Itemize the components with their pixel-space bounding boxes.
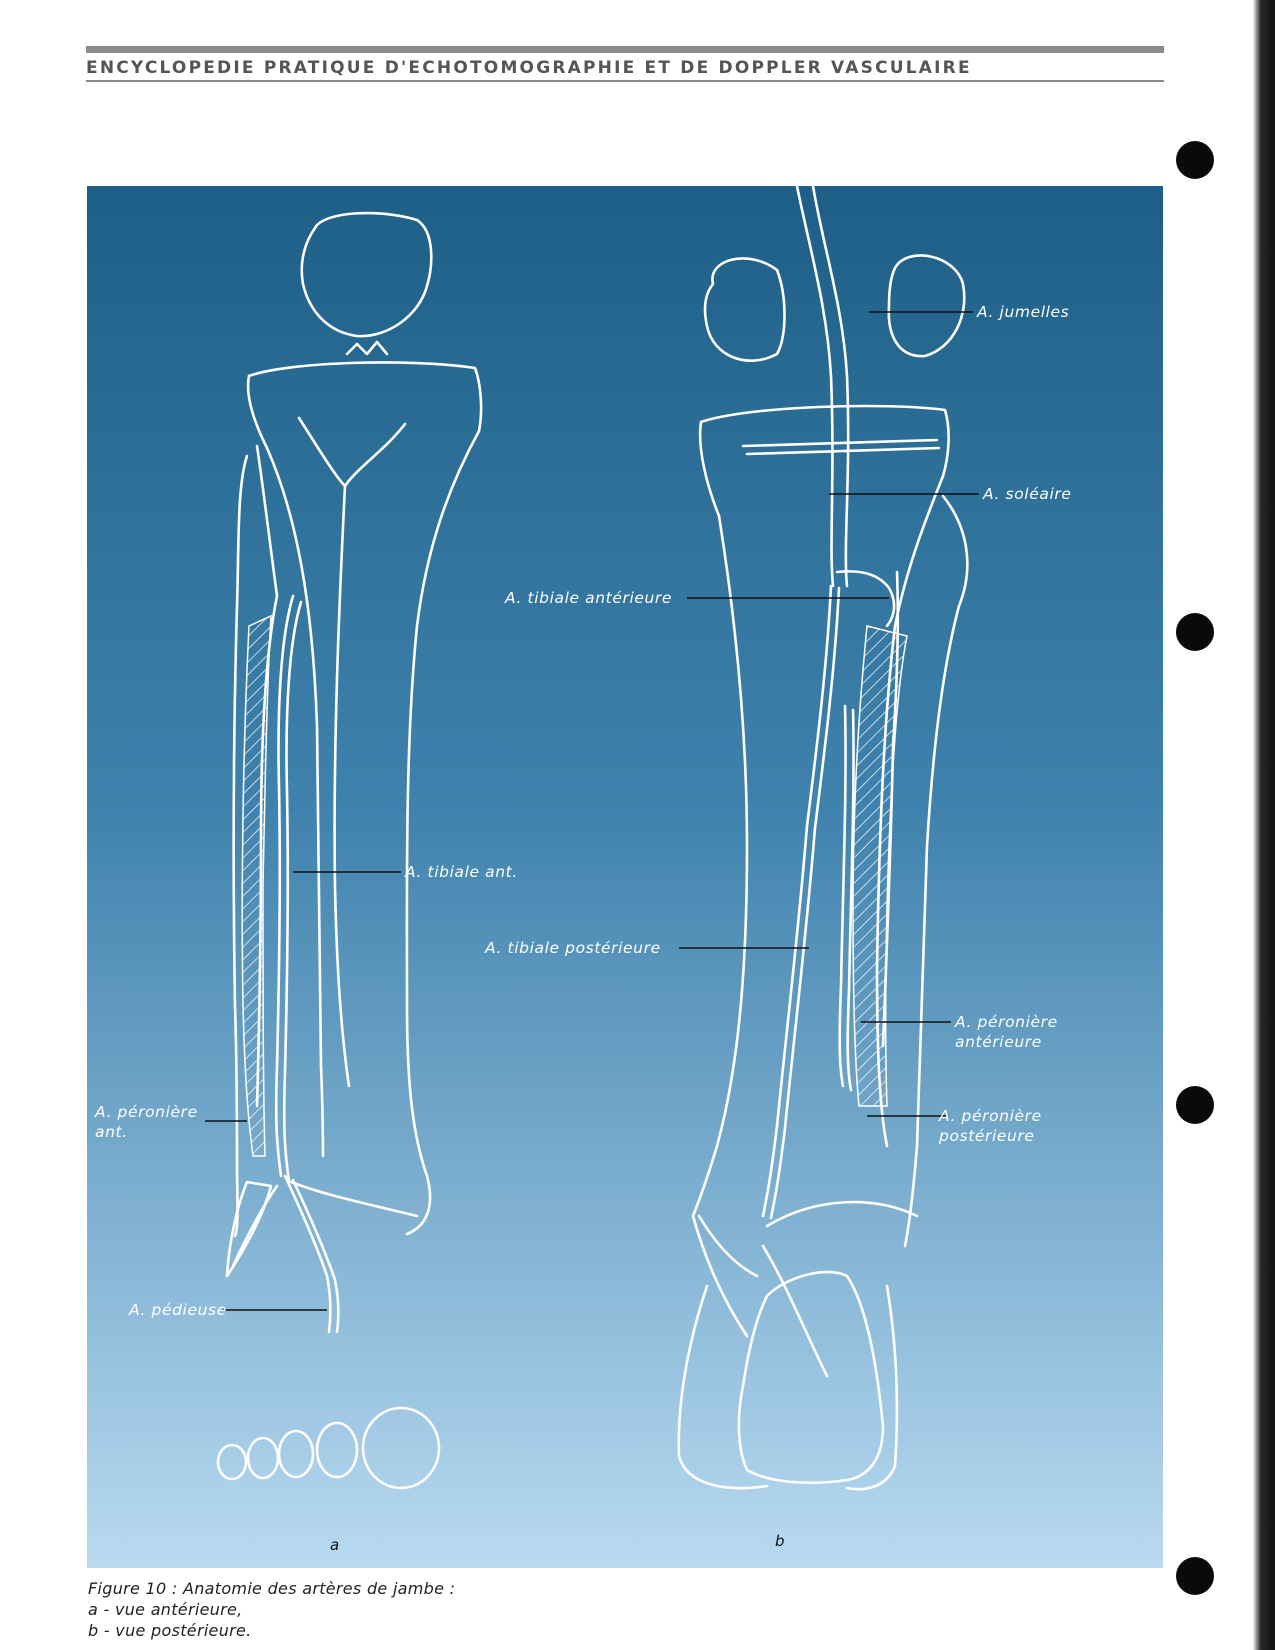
label-jumelles: A. jumelles: [977, 303, 1070, 321]
label-peroniere-anterieure-1: A. péronière: [955, 1013, 1058, 1031]
caption-line: Figure 10 : Anatomie des artères de jambe :: [88, 1579, 456, 1598]
caption-line: b - vue postérieure.: [88, 1621, 252, 1640]
label-peroniere-anterieure-2: antérieure: [955, 1033, 1042, 1051]
binder-hole: [1176, 1086, 1214, 1124]
label-soleaire: A. soléaire: [983, 485, 1072, 503]
subfigure-letter-a: a: [330, 1536, 340, 1554]
binder-hole: [1176, 613, 1214, 651]
label-peroniere-ant-2: ant.: [95, 1123, 128, 1141]
anatomy-figure: [87, 186, 1163, 1568]
label-peroniere-posterieure-2: postérieure: [939, 1127, 1035, 1145]
header-top-bar: [86, 46, 1164, 53]
caption-line: a - vue antérieure,: [88, 1600, 243, 1619]
running-header: ENCYCLOPEDIE PRATIQUE D'ECHOTOMOGRAPHIE ET DE DOPPLER VASCULAIRE: [86, 58, 972, 78]
label-pedieuse: A. pédieuse: [129, 1301, 227, 1319]
page-edge-shadow: [1253, 0, 1275, 1650]
leg-arteries-illustration: [87, 186, 1163, 1568]
figure-caption: [88, 1578, 455, 1641]
label-peroniere-ant-1: A. péronière: [95, 1103, 198, 1121]
header-rule: [86, 80, 1164, 82]
label-tibiale-posterieure: A. tibiale postérieure: [485, 939, 661, 957]
subfigure-letter-b: b: [775, 1532, 785, 1550]
label-peroniere-posterieure-1: A. péronière: [939, 1107, 1042, 1125]
label-tibiale-anterieure: A. tibiale antérieure: [505, 589, 673, 607]
label-tibiale-ant: A. tibiale ant.: [405, 863, 518, 881]
binder-hole: [1176, 141, 1214, 179]
binder-hole: [1176, 1557, 1214, 1595]
